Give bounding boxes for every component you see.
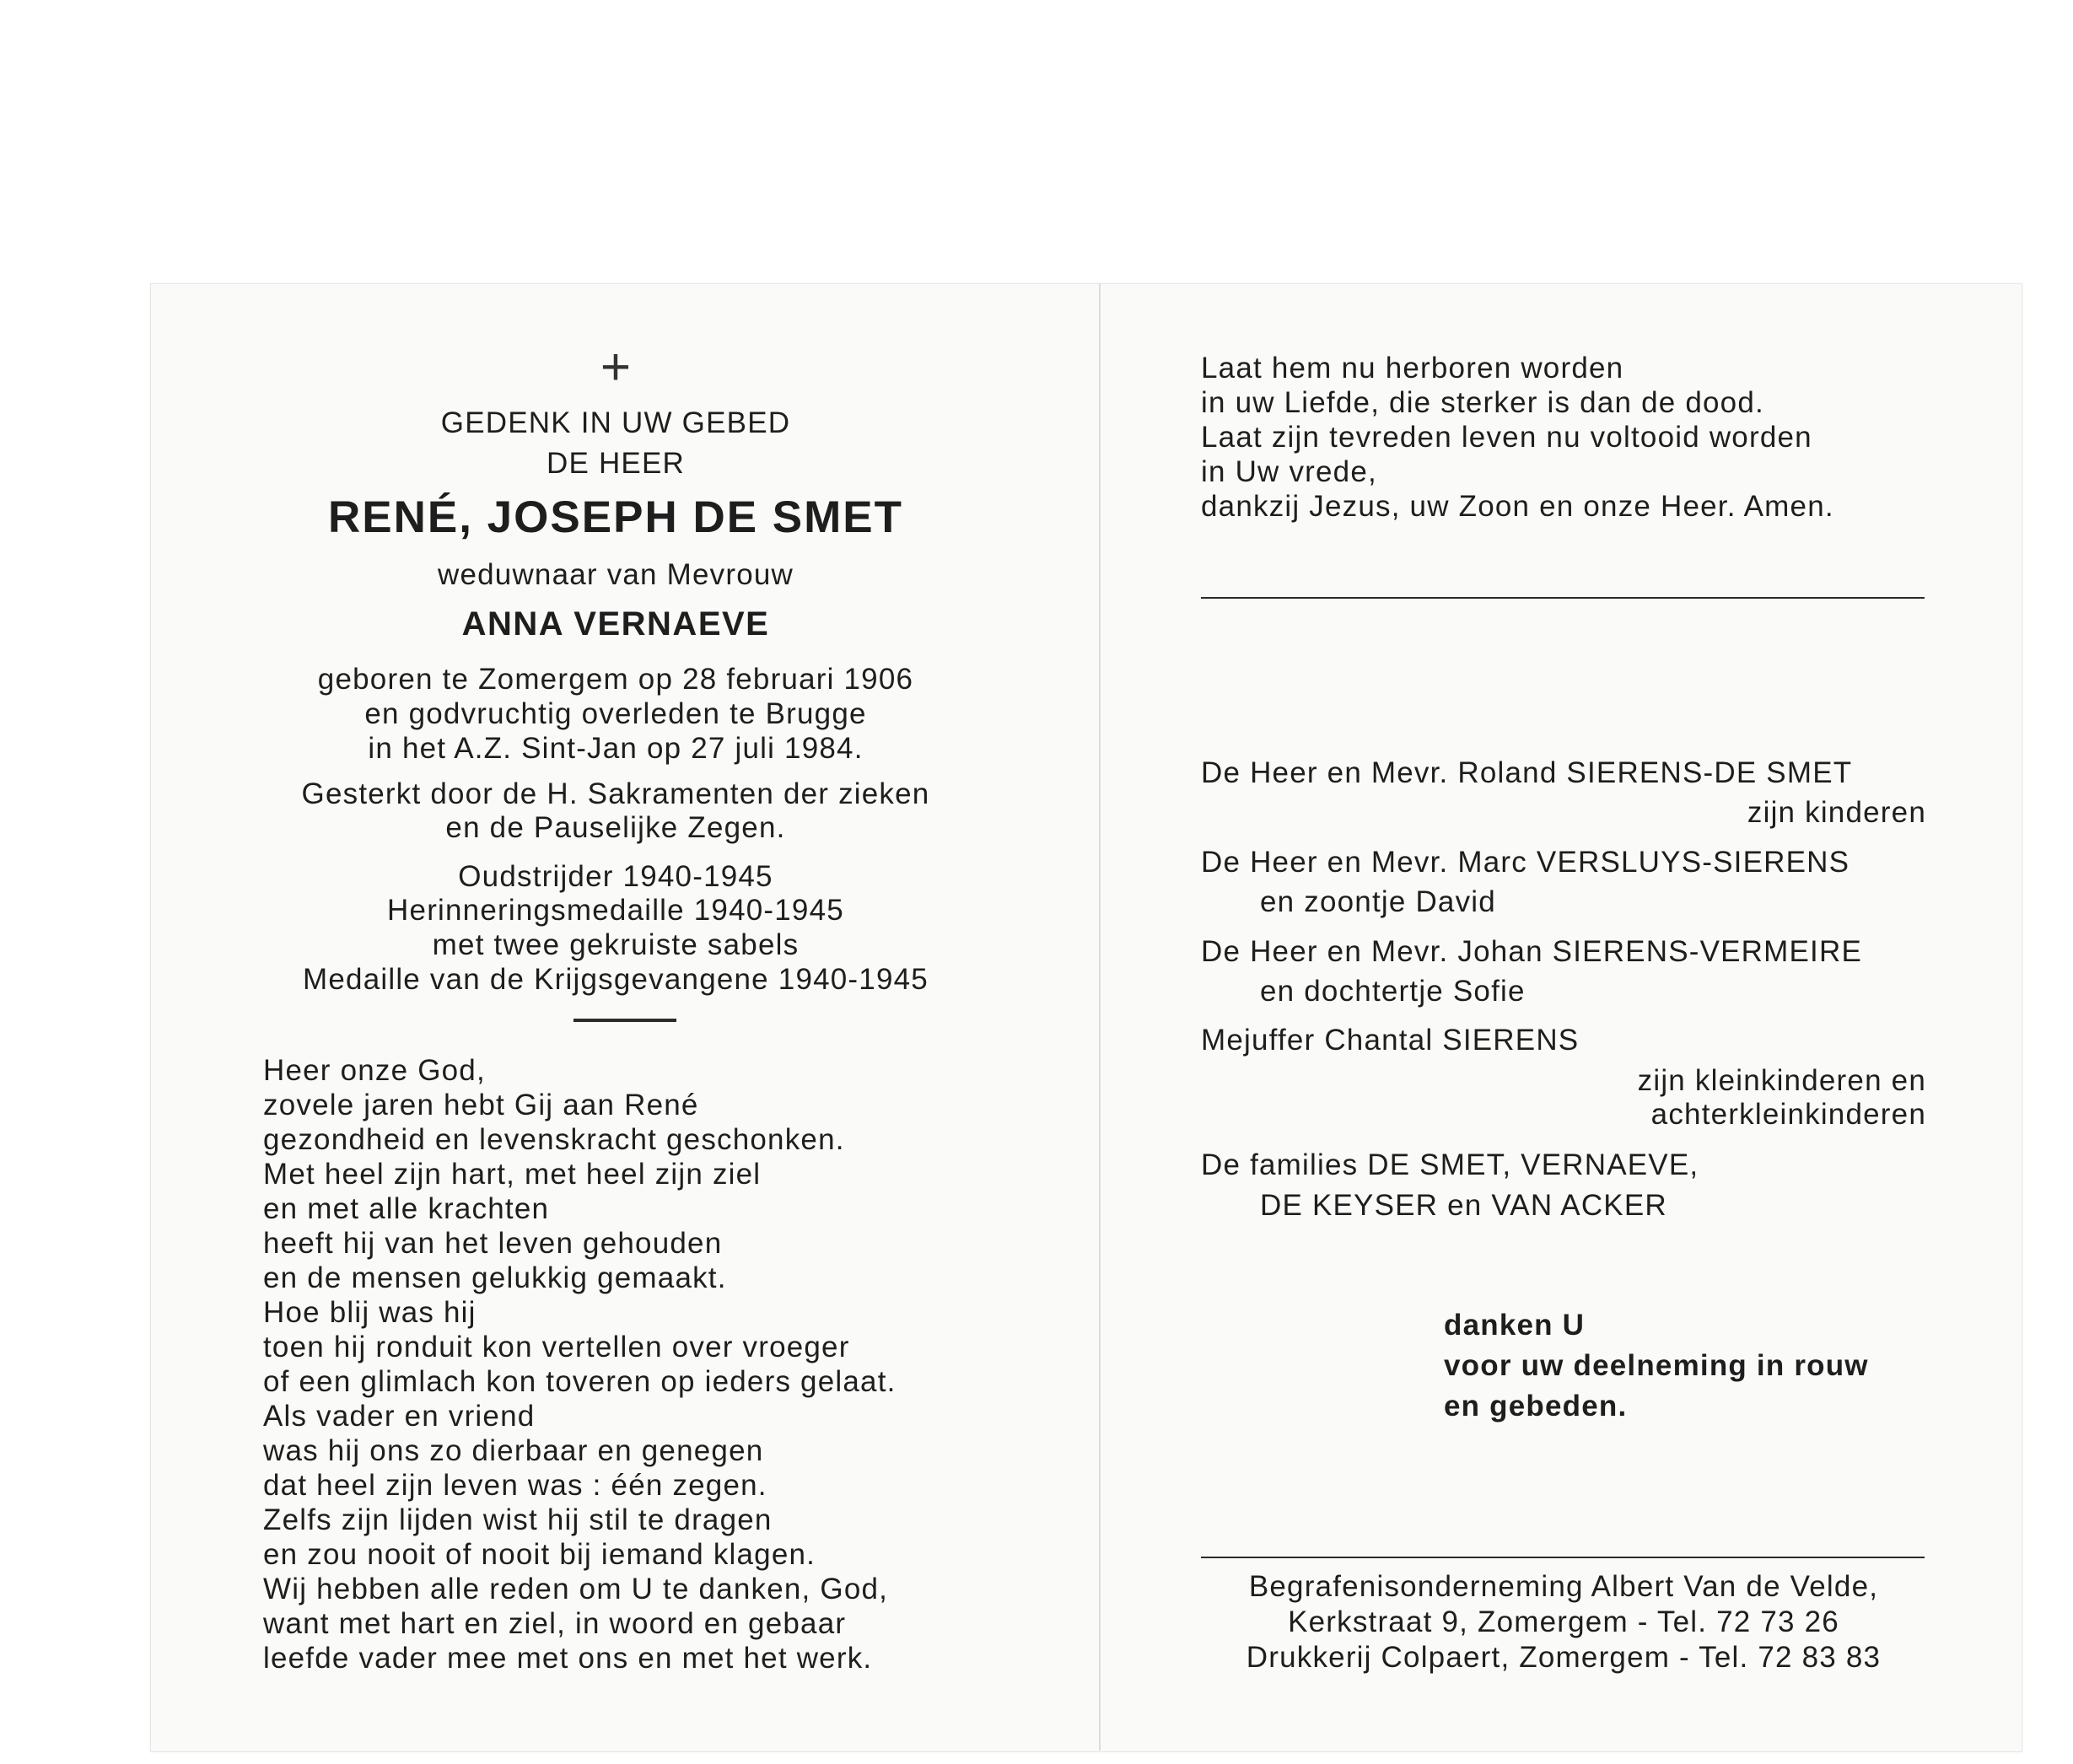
honor-line: Medaille van de Krijgsgevangene 1940-1945: [303, 963, 929, 996]
card-fold-line: [1099, 283, 1101, 1751]
family-role: achterkleinkinderen: [1650, 1098, 1926, 1131]
sacraments-line: Gesterkt door de H. Sakramenten der zieken: [301, 777, 930, 810]
closing-prayer-line: in Uw vrede,: [1201, 455, 1377, 488]
header-title: DE HEER: [547, 447, 685, 480]
prayer-line: Zelfs zijn lijden wist hij stil te dragen: [263, 1503, 773, 1536]
prayer-line: en zou nooit of nooit bij iemand klagen.: [263, 1538, 816, 1571]
prayer-line: zovele jaren hebt Gij aan René: [263, 1089, 699, 1121]
short-divider: [573, 1019, 676, 1022]
thanks-line: voor uw deelneming in rouw: [1444, 1349, 1869, 1382]
divider-top: [1201, 597, 1925, 599]
cross-icon: +: [600, 338, 632, 396]
family-sub: en dochtertje Sofie: [1260, 975, 1526, 1008]
family-line: Mejuffer Chantal SIERENS: [1201, 1024, 1580, 1057]
honor-line: met twee gekruiste sabels: [432, 928, 800, 961]
family-line: De Heer en Mevr. Marc VERSLUYS-SIERENS: [1201, 846, 1850, 879]
prayer-line: Heer onze God,: [263, 1054, 486, 1087]
footer-line: Drukkerij Colpaert, Zomergem - Tel. 72 83 83: [1246, 1641, 1882, 1674]
deceased-name: RENÉ, JOSEPH DE SMET: [327, 492, 904, 542]
bio-line: in het A.Z. Sint-Jan op 27 juli 1984.: [368, 732, 864, 765]
prayer-line: heeft hij van het leven gehouden: [263, 1227, 723, 1260]
prayer-line: Wij hebben alle reden om U te danken, God,: [263, 1573, 889, 1605]
prayer-line: want met hart en ziel, in woord en gebaar: [263, 1607, 847, 1640]
prayer-line: gezondheid en levenskracht geschonken.: [263, 1123, 845, 1156]
prayer-line: Als vader en vriend: [263, 1400, 536, 1433]
prayer-line: leefde vader mee met ons en met het werk.: [263, 1642, 873, 1675]
family-line: De families DE SMET, VERNAEVE,: [1201, 1148, 1699, 1181]
bio-line: en godvruchtig overleden te Brugge: [364, 697, 867, 730]
closing-prayer-line: in uw Liefde, die sterker is dan de dood.: [1201, 386, 1764, 419]
footer-line: Kerkstraat 9, Zomergem - Tel. 72 73 26: [1288, 1605, 1839, 1638]
thanks-line: danken U: [1444, 1309, 1586, 1342]
family-line: De Heer en Mevr. Johan SIERENS-VERMEIRE: [1201, 935, 1863, 968]
prayer-line: Hoe blij was hij: [263, 1296, 477, 1329]
header-commemorate: GEDENK IN UW GEBED: [440, 406, 791, 439]
prayer-line: dat heel zijn leven was : één zegen.: [263, 1469, 767, 1502]
family-sub: en zoontje David: [1260, 885, 1496, 918]
sacraments-line: en de Pauselijke Zegen.: [445, 811, 786, 844]
prayer-line: was hij ons zo dierbaar en genegen: [263, 1434, 764, 1467]
family-line: De Heer en Mevr. Roland SIERENS-DE SMET: [1201, 756, 1853, 789]
prayer-line: en met alle krachten: [263, 1192, 550, 1225]
closing-prayer-line: Laat zijn tevreden leven nu voltooid worden: [1201, 421, 1812, 454]
bio-line: geboren te Zomergem op 28 februari 1906: [317, 663, 914, 696]
divider-bottom: [1201, 1557, 1925, 1558]
prayer-line: of een glimlach kon toveren op ieders gelaat.: [263, 1365, 897, 1398]
prayer-line: toen hij ronduit kon vertellen over vroeger: [263, 1331, 850, 1363]
prayer-line: Met heel zijn hart, met heel zijn ziel: [263, 1158, 762, 1191]
honor-line: Oudstrijder 1940-1945: [458, 860, 773, 893]
widower-line: weduwnaar van Mevrouw: [437, 558, 794, 591]
prayer-line: en de mensen gelukkig gemaakt.: [263, 1261, 727, 1294]
closing-prayer-line: Laat hem nu herboren worden: [1201, 352, 1624, 385]
wife-name: ANNA VERNAEVE: [461, 605, 770, 643]
thanks-line: en gebeden.: [1444, 1390, 1628, 1422]
family-sub: DE KEYSER en VAN ACKER: [1260, 1189, 1667, 1222]
family-role: zijn kinderen: [1747, 796, 1926, 829]
honor-line: Herinneringsmedaille 1940-1945: [387, 894, 844, 927]
footer-line: Begrafenisonderneming Albert Van de Velde,: [1248, 1570, 1879, 1603]
family-role: zijn kleinkinderen en: [1637, 1064, 1926, 1097]
closing-prayer-line: dankzij Jezus, uw Zoon en onze Heer. Amen.: [1201, 490, 1834, 523]
